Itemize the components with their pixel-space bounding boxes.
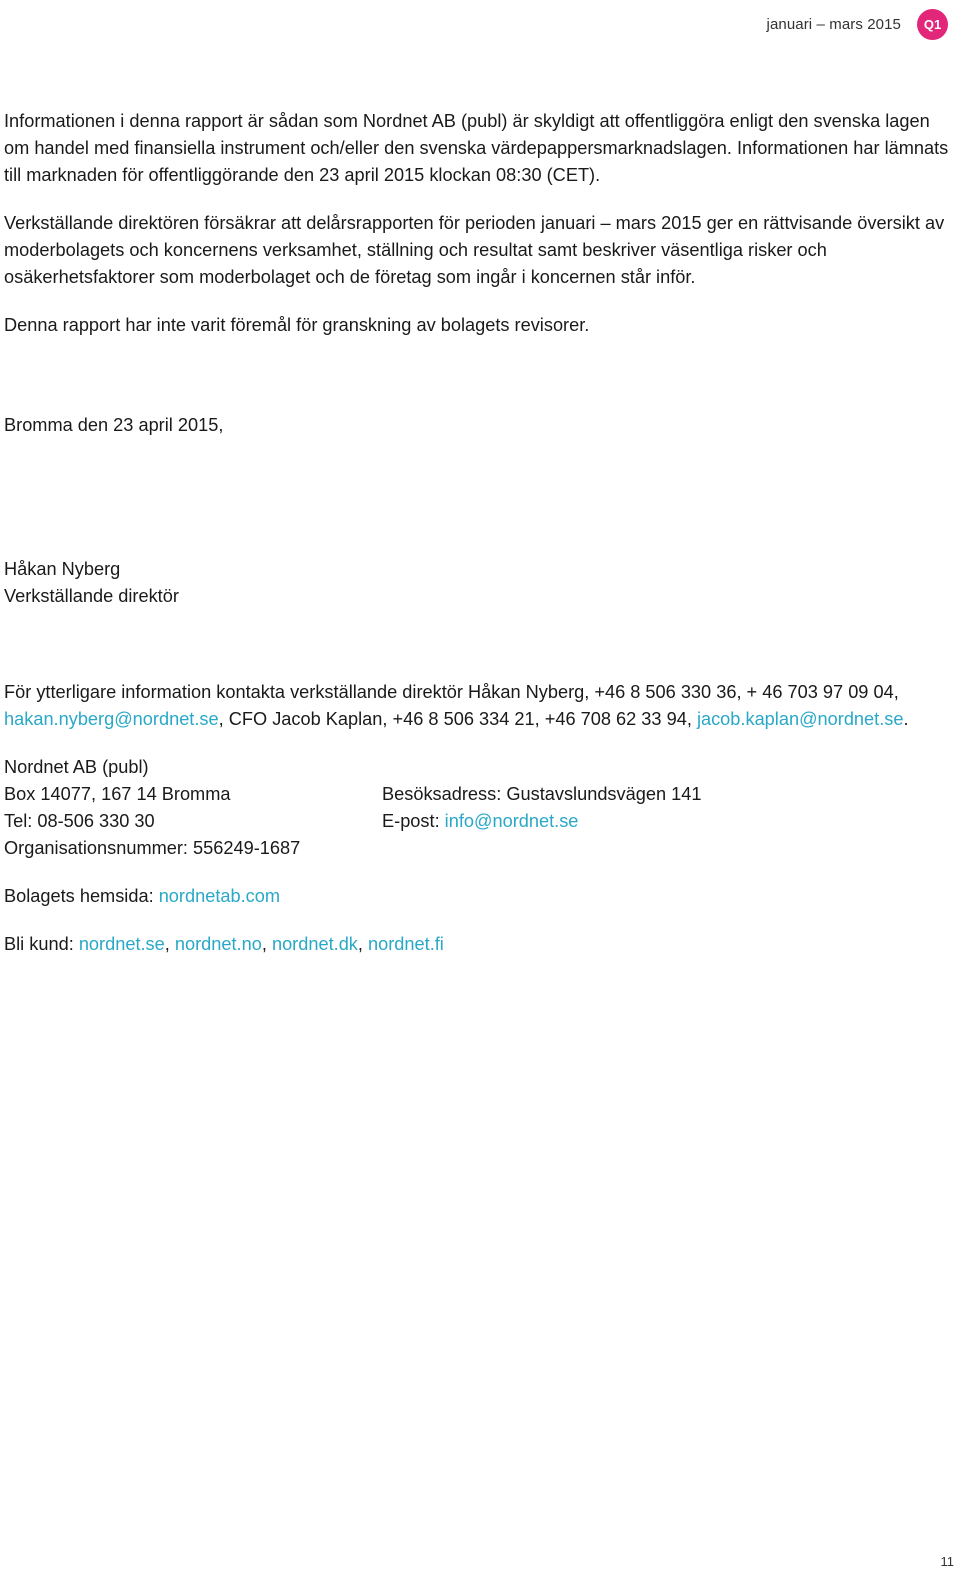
link-nordnet-dk[interactable]: nordnet.dk: [271, 934, 358, 954]
become-customer-line: [4, 931, 958, 958]
website-line: [4, 883, 958, 910]
quarter-badge: Q1: [917, 9, 948, 40]
contact-text-1: För ytterligare information kontakta verkställande direktör Håkan Nyberg, +46 8 506 330 36, + 46 703 97 09 04,: [4, 682, 899, 702]
ceo-assurance-paragraph: Verkställande direktören försäkrar att delårsrapporten för perioden januari – mars 2015 ger en rättvisande översikt av moderbolagets och koncernens verksamhet, ställning och resultat samt beskriver väsentliga risker och osäkerhetsfaktorer som moderbolaget och de företag som ingår i koncernen står inför.: [4, 213, 945, 287]
company-info: [4, 754, 958, 862]
visiting-address: Besöksadress: Gustavslundsvägen 141: [382, 784, 702, 804]
signer-title: Verkställande direktör: [4, 586, 179, 606]
org-number: Organisationsnummer: 556249-1687: [4, 838, 301, 858]
cfo-email-link[interactable]: jacob.kaplan@nordnet.se: [696, 709, 904, 729]
website-label: Bolagets hemsida:: [4, 886, 159, 906]
website-link[interactable]: nordnetab.com: [158, 886, 281, 906]
link-nordnet-se[interactable]: nordnet.se: [78, 934, 165, 954]
signer-name: Håkan Nyberg: [4, 559, 121, 579]
contact-text-2: , CFO Jacob Kaplan, +46 8 506 334 21, +46 708 62 33 94,: [218, 709, 697, 729]
link-nordnet-fi[interactable]: nordnet.fi: [368, 934, 444, 954]
email-label: E-post:: [382, 811, 445, 831]
document-body: [4, 108, 958, 958]
info-email-link[interactable]: info@nordnet.se: [444, 811, 579, 831]
separator: ,: [261, 934, 272, 954]
disclosure-paragraph: Informationen i denna rapport är sådan som Nordnet AB (publ) är skyldigt att offentliggöra enligt den svenska lagen om handel med finansiella instrument och/eller den svenska värdepappersmarknadslagen. Informationen har lämnats till marknaden för offentliggörande den 23 april 2015 klockan 08:30 (CET).: [4, 111, 949, 185]
separator: ,: [357, 934, 369, 954]
report-period: januari – mars 2015: [766, 15, 901, 33]
customer-label: Bli kund:: [4, 934, 79, 954]
place-date: Bromma den 23 april 2015,: [4, 415, 224, 435]
contact-text-3: .: [903, 709, 909, 729]
ceo-email-link[interactable]: hakan.nyberg@nordnet.se: [4, 709, 219, 729]
separator: ,: [164, 934, 175, 954]
page-header: [767, 8, 948, 40]
link-nordnet-no[interactable]: nordnet.no: [174, 934, 262, 954]
contact-paragraph: [4, 679, 958, 733]
page-number: 11: [940, 1554, 954, 1569]
address-row: [4, 781, 958, 808]
company-name: Nordnet AB (publ): [4, 757, 149, 777]
company-email: [382, 808, 578, 835]
postal-address: Box 14077, 167 14 Bromma: [4, 784, 231, 804]
signature-block: [4, 556, 958, 610]
phone-number: Tel: 08-506 330 30: [4, 811, 155, 831]
phone-email-row: [4, 808, 958, 835]
audit-note-paragraph: Denna rapport har inte varit föremål för granskning av bolagets revisorer.: [4, 315, 590, 335]
